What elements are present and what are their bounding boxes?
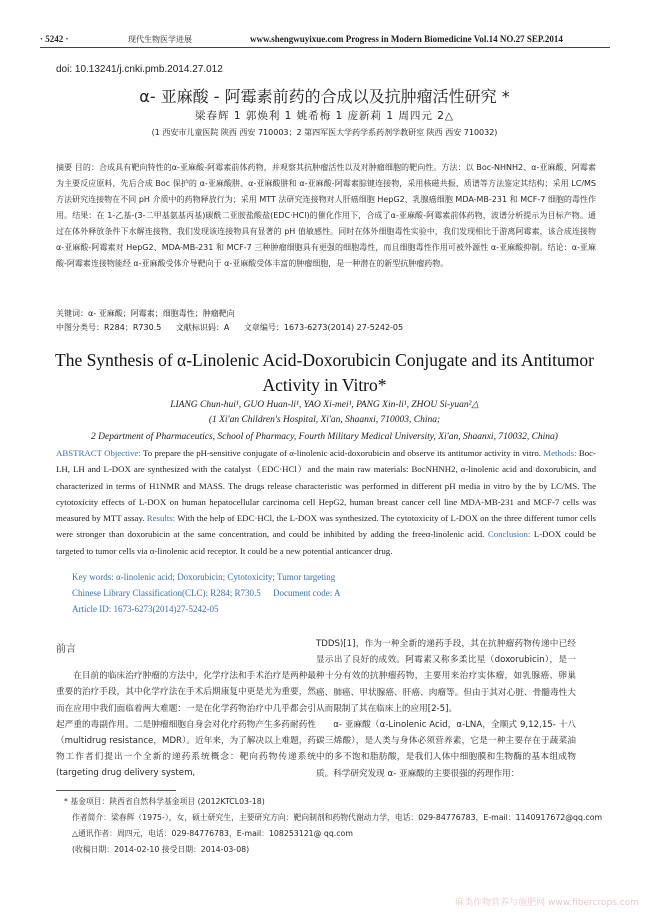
footnote-corresponding: △通讯作者：周四元，电话：029-84776783，E-mail：108253121@ qq.com <box>72 829 353 838</box>
conclusion-label: Conclusion: <box>484 529 531 540</box>
conclusion-text: L-DOX could be targeted to tumor cells via α-linolenic acid receptor. It could be a new potential anticancer drug. <box>56 529 596 556</box>
footnote-fund: * 基金项目：陕西省自然科学基金项目 (2012KTCL03-18) <box>64 797 265 806</box>
authors-cn: 梁春辉 1 郭焕利 1 姚希梅 1 庞新莉 1 周四元 2△ <box>194 110 454 122</box>
authors-en: LIANG Chun-hui¹, GUO Huan-li¹, YAO Xi-mei¹, PANG Xin-li¹, ZHOU Si-yuan²△ <box>170 400 479 410</box>
classification-en <box>72 588 350 598</box>
clc-cn: 中图分类号：R284；R730.5 <box>56 323 162 332</box>
affiliation-en-2: 2 Department of Pharmaceutics, School of Pharmacy, Fourth Military Medical University, Xi'an, Shaanxi, 710032, China) <box>91 432 558 442</box>
journal-name-cn: 现代生物医学进展 <box>128 35 192 44</box>
clc-en: Chinese Library Classification(CLC): R284; R730.5 <box>72 588 261 598</box>
journal-name-en: www.shengwuyixue.com Progress in Modern Biomedicine Vol.14 NO.27 SEP.2014 <box>250 34 563 44</box>
affiliation-en-1: (1 Xi'an Children's Hospital, Xi'an, Shaanxi, 710003, China; <box>208 415 441 425</box>
body-paragraph: α- 亚麻酸（α-Linolenic Acid，α-LNA，全顺式 9,12,15- 十八碳三烯酸），是人类与身体必须营养素，它是一种主要存在于蔬菜油中的多不饱和脂肪酸，是我们人体中细胞膜和生物酶的基本组成物质。科学研究发现 α- 亚麻酸的主要很强的药理作用： <box>316 720 576 779</box>
body-paragraph: TDDS)[1]，作为一种全新的递药手段，其在抗肿瘤药物传递中已经显示出了良好的成效。阿霉素又称多柔比星（doxorubicin），是一种十分有效的抗肿瘤药物，主要用来治疗实体瘤，如乳腺癌、卵巢癌、肺癌、甲状腺癌、肝癌、肉瘤等。但由于其对心脏、骨髓毒性大从而限制了其在临床上的应用[2-5]。 <box>316 639 576 714</box>
keywords-cn: 关键词：α- 亚麻酸；阿霉素；细胞毒性；肿瘤靶向 <box>56 309 235 318</box>
doi: doi: 10.13241/j.cnki.pmb.2014.27.012 <box>56 64 223 75</box>
watermark: 麻类作物营养与施肥网 www.fibercrops.com <box>455 898 639 908</box>
footnote-dates: (收稿日期：2014-02-10 接受日期：2014-03-08) <box>72 845 250 854</box>
body-column-left <box>56 636 316 782</box>
article-id-en: Article ID: 1673-6273(2014)27-5242-05 <box>72 604 219 614</box>
page-number: · 5242 · <box>40 34 69 44</box>
methods-text: Boc-LH, LH and L-DOX are synthesized with the catalyst（EDC·HCl）and the main raw materials: BocNHNH2, α-linolenic acid and doxorubicin, and characterized in terms of H1NMR and MASS. The drugs release characteristic was performed in different pH media in vitro by the by LC/MS. The cytotoxicity effects of L-DOX on human hepatocellular carcinoma cell HepG2, human breast cancer cell line MDA-MB-231 and MCF-7 cells was measured by MTT assay. <box>56 448 596 524</box>
title-en: The Synthesis of α-Linolenic Acid-Doxorubicin Conjugate and its Antitumor Activity in Vitro* <box>55 350 594 395</box>
running-header <box>40 30 610 48</box>
article-id-cn: 文章编号：1673-6273(2014) 27-5242-05 <box>243 323 404 332</box>
results-text: With the help of EDC·HCl, the L-DOX was synthesized. The cytotoxicity of L-DOX on the three different tumor cells were stronger than doxorubicin at the same concentration, and could be inhibited by adding the freeα-linolenic acid. <box>56 513 596 540</box>
classification-cn <box>56 322 596 333</box>
objective-text: To prepare the pH-sensitive conjugate of α-linolenic acid-doxorubicin and observe its antitumor activity in vitro. <box>140 448 541 458</box>
body-column-right <box>316 636 576 782</box>
abstract-cn: 摘要 目的：合成具有靶向特性的α-亚麻酸-阿霉素前体药物，并观察其抗肿瘤活性以及对肿瘤细胞的靶向性。方法：以 Boc-NHNH2、α-亚麻酸、阿霉素为主要反应原料，先后合成 Boc 保护的 α-亚麻酸肼、α-亚麻酸肼和 α-亚麻酸-阿霉素腙键连接物，采用核磁共振、质谱等方法鉴定其结构；采用 LC/MS 方法研究连接物在不同 pH 介质中的药物释放行为；采用 MTT 法研究连接物对人肝癌细胞 HepG2、乳腺癌细胞 MDA-MB-231 和 MCF-7 细胞的毒性作用。结果：在 1-乙基-(3-二甲基氨基丙基)碳酰二亚胺盐酸盐(EDC·HCl)的催化作用下，合成了α-亚麻酸-阿霉素前体药物，波谱分析提示为目标产物。通过在体外释放条件下水解连接物，我们发现该连接物具有显著的 pH 值敏感性。同时在体外细胞毒性实验中，我们发现相比于游离阿霉素，该合成连接物 α-亚麻酸-阿霉素对 HepG2、MDA-MB-231 和 MCF-7 三种肿瘤细胞具有更强的细胞毒性，而且细胞毒性作用可被外源性 α-亚麻酸抑制。结论：α-亚麻酸-阿霉素连接物能经 α-亚麻酸受体介导靶向于 α-亚麻酸受体丰富的肿瘤细胞，是一种潜在的新型抗肿瘤药物。 <box>56 163 596 268</box>
keywords-en: Key words: α-linolenic acid; Doxorubicin; Cytotoxicity; Tumor targeting <box>72 572 336 582</box>
results-label: Results: <box>144 513 176 524</box>
affiliation-cn: (1 西安市儿童医院 陕西 西安 710003；2 第四军医大学药学系药剂学教研室 陕西 西安 710032) <box>151 128 498 137</box>
doc-code-cn: 文献标识码：A <box>175 323 230 332</box>
body-paragraph: 在目前的临床治疗肿瘤的方法中，化学疗法和手术治疗是两种最重要的治疗手段，其中化学疗法在手术后期康复中更是尤为重要，然而在应用中我们面临着两大难题：一是在化学药物治疗中几乎都会引起严重的毒副作用。二是肿瘤细胞自身会对化疗药物产生多药耐药性（multidrug resistance，MDR）。近年来，为了解决以上难题，药物工作者们提出一个全新的递药系统概念：靶向药物传递系统(targeting drug delivery system, <box>56 671 316 779</box>
footnote-author: 作者简介：梁春辉（1975-），女，硕士研究生，主要研究方向：靶向制剂和药物代谢动力学，电话：029-84776783，E-mail：1140917672@qq.com <box>72 813 603 822</box>
footnotes <box>56 794 616 858</box>
doc-code-en: Document code: A <box>272 588 341 598</box>
section-heading: 前言 <box>56 644 76 655</box>
footnote-divider <box>56 790 176 791</box>
title-cn: α- 亚麻酸 - 阿霉素前药的合成以及抗肿瘤活性研究 * <box>139 87 510 106</box>
abstract-label: ABSTRACT Objective: <box>56 448 141 458</box>
abstract-en <box>56 445 596 559</box>
methods-label: Methods: <box>540 448 577 458</box>
